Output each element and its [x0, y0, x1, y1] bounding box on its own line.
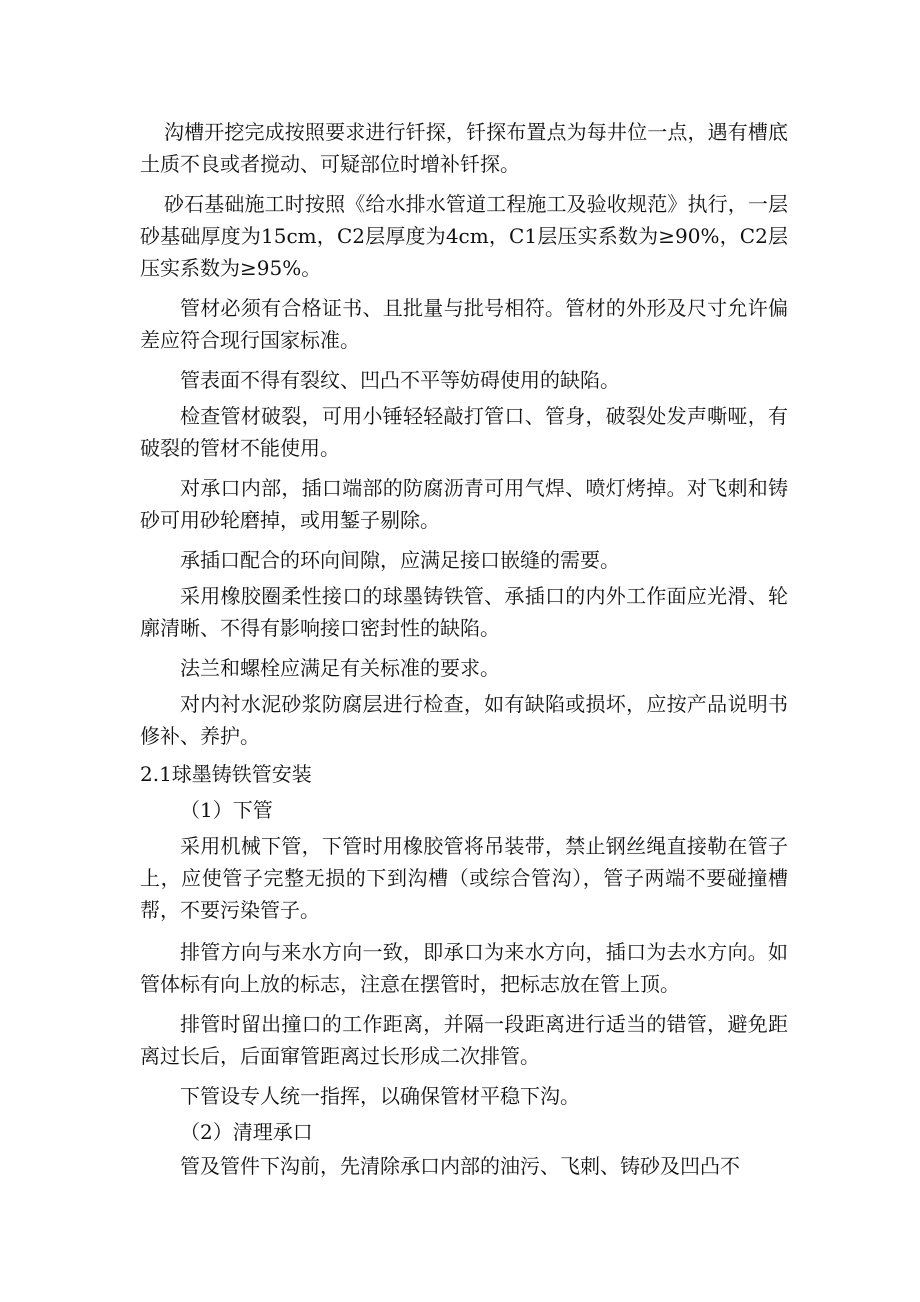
paragraph-flange-bolts: 法兰和螺栓应满足有关标准的要求。 — [180, 656, 500, 680]
section-heading: 2.1球墨铸铁管安装 — [140, 762, 312, 786]
paragraph-pre-lowering-clean: 管及管件下沟前，先清除承口内部的油污、飞刺、铸砂及凹凸不 — [180, 1154, 740, 1178]
paragraph-annular-gap: 承插口配合的环向间隙，应满足接口嵌缝的需要。 — [180, 548, 620, 572]
paragraph-cement-lining: 对内衬水泥砂浆防腐层进行检查，如有缺陷或损坏，应按产品说明书修补、养护。 — [140, 692, 788, 748]
paragraph-gravel-foundation: 砂石基础施工时按照《给水排水管道工程施工及验收规范》执行，一层砂基础厚度为15cm，C2层厚度为4cm，C1层压实系数为≥90%，C2层压实系数为≥95%。 — [140, 192, 788, 280]
paragraph-socket-cleaning: 对承口内部，插口端部的防腐沥青可用气焊、喷灯烤掉。对飞刺和铸砂可用砂轮磨掉，或用錾子剔除。 — [140, 476, 788, 532]
subsection-lowering: （1）下管 — [180, 798, 273, 822]
paragraph-mechanical-lowering: 采用机械下管，下管时用橡胶管将吊装带，禁止钢丝绳直接勒在管子上，应使管子完整无损的下到沟槽（或综合管沟），管子两端不要碰撞槽帮，不要污染管子。 — [140, 834, 788, 922]
paragraph-pipe-certificate: 管材必须有合格证书、且批量与批号相符。管材的外形及尺寸允许偏差应符合现行国家标准。 — [140, 296, 788, 352]
paragraph-working-distance: 排管时留出撞口的工作距离，并隔一段距离进行适当的错管，避免距离过长后，后面窜管距离过长形成二次排管。 — [140, 1012, 788, 1068]
subsection-clean-socket: （2）清理承口 — [180, 1120, 313, 1144]
paragraph-pipe-surface: 管表面不得有裂纹、凹凸不平等妨碍使用的缺陷。 — [180, 368, 620, 392]
paragraph-command: 下管设专人统一指挥，以确保管材平稳下沟。 — [180, 1084, 580, 1108]
paragraph-rubber-ring-joint: 采用橡胶圈柔性接口的球墨铸铁管、承插口的内外工作面应光滑、轮廓清晰、不得有影响接口密封性的缺陷。 — [140, 584, 788, 640]
paragraph-pipe-crack-check: 检查管材破裂，可用小锤轻轻敲打管口、管身，破裂处发声嘶哑，有破裂的管材不能使用。 — [140, 404, 788, 460]
paragraph-pipe-direction: 排管方向与来水方向一致，即承口为来水方向，插口为去水方向。如管体标有向上放的标志，注意在摆管时，把标志放在管上顶。 — [140, 940, 788, 996]
paragraph-probing: 沟槽开挖完成按照要求进行钎探，钎探布置点为每井位一点，遇有槽底土质不良或者搅动、可疑部位时增补钎探。 — [140, 120, 788, 176]
